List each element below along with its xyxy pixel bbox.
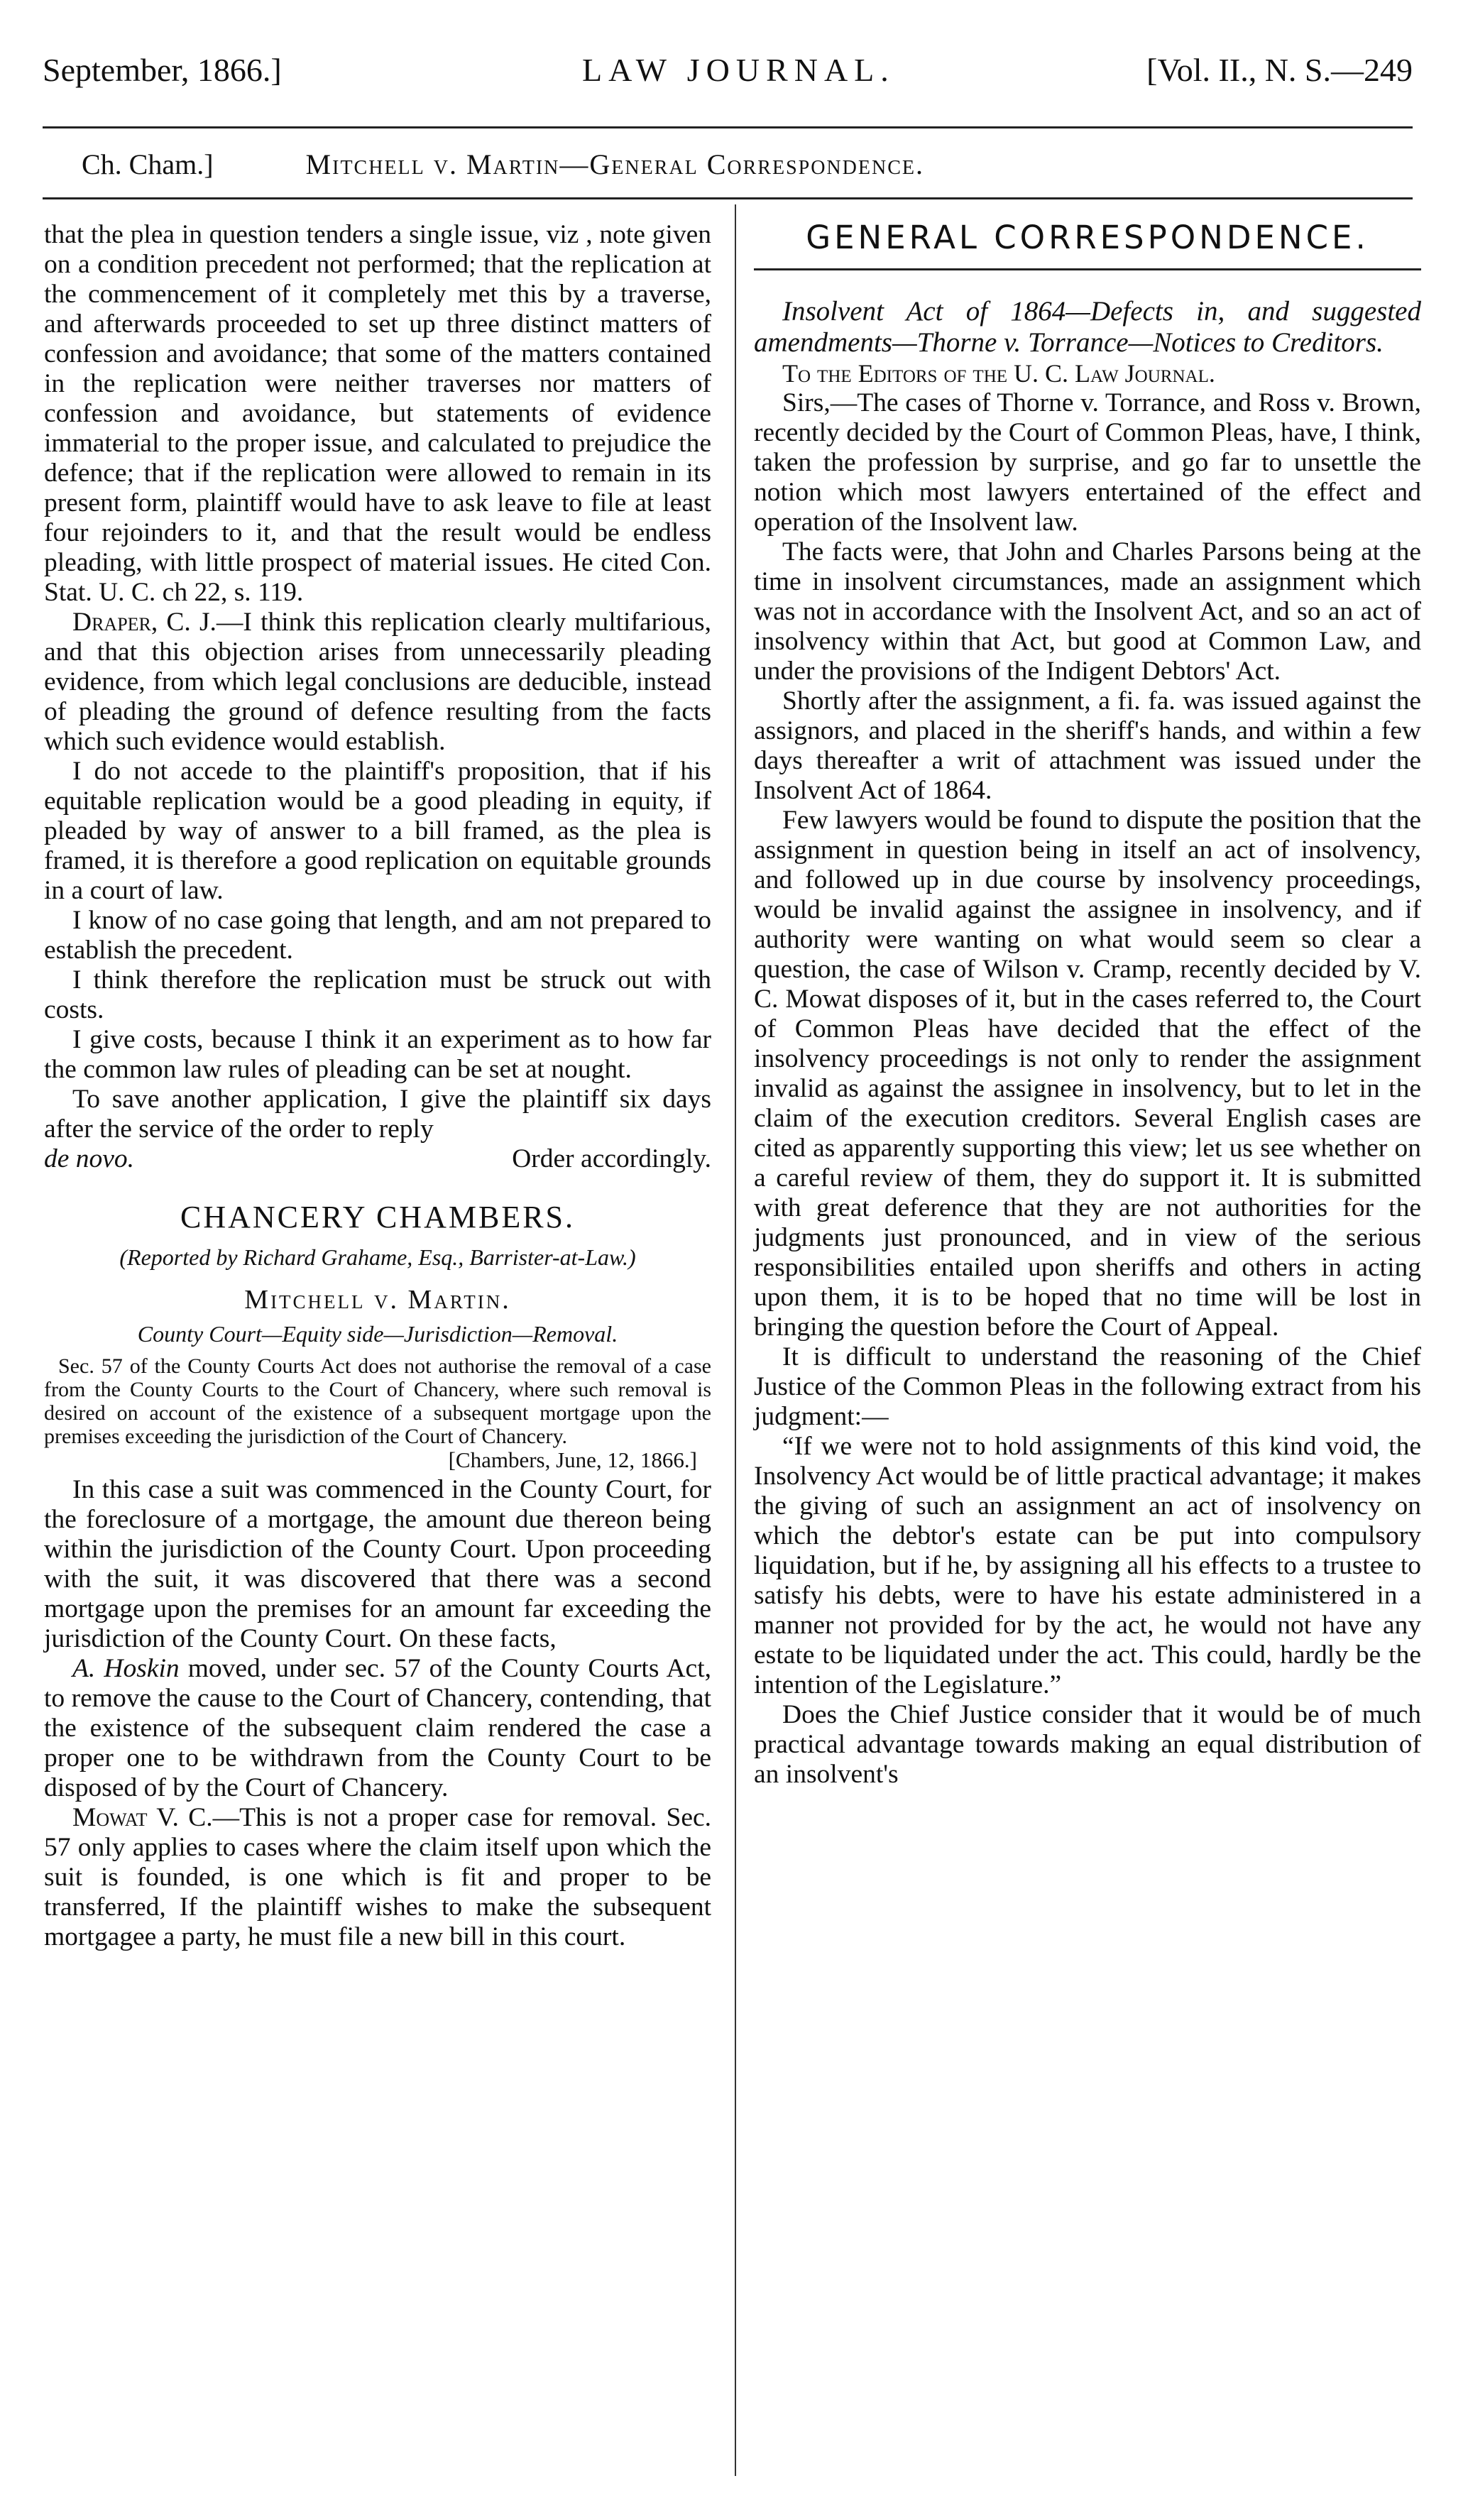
reporter-line: (Reported by Richard Grahame, Esq., Barrister-at-Law.) (119, 1244, 636, 1270)
case-title: Mitchell v. Martin. (244, 1285, 511, 1315)
paragraph-text: moved, under sec. 57 of the County Courts Act, to remove the cause to the Court of Chancery, contending, that the existence of the subsequent claim rendered the case a proper one to be withdrawn from the County Court to be disposed of by the Court of Chancery. (44, 1654, 711, 1802)
header-rule (43, 126, 1413, 128)
section-title: GENERAL CORRESPONDENCE. (806, 219, 1369, 256)
paragraph: I do not accede to the plaintiff's proposition, that if his equitable replication would be a good pleading in equity, if pleaded by way of answer to a bill framed, as the plea is framed, it is therefore a good replication on equitable grounds in a court of law. (44, 757, 711, 905)
counsel-name: A. Hoskin (72, 1654, 180, 1683)
running-head-right: Mitchell v. Martin—General Correspondence. (305, 148, 924, 180)
paragraph: Does the Chief Justice consider that it would be of much practical advantage towards making an equal distribution of an insolvent's (754, 1700, 1421, 1789)
section-rule (754, 268, 1421, 270)
paragraph-text: —This is not a proper case for removal. Sec. 57 only applies to cases where the claim itself upon which the suit is founded, is one which is fit and proper to be transferred, If the plaintiff wishes to make the subsequent mortgagee a party, he must file a new bill in this court. (44, 1803, 712, 1951)
paragraph: I think therefore the replication must be struck out with costs. (44, 965, 711, 1024)
judge-name: Mowat V. C. (72, 1803, 213, 1832)
letter-heading: Insolvent Act of 1864—Defects in, and suggested amendments—Thorne v. Torrance—Notices to Creditors. (754, 296, 1421, 358)
paragraph: In this case a suit was commenced in the County Court, for the foreclosure of a mortgage, the amount due thereon being within the jurisdiction of the County Court. Upon proceeding with the suit, it was discovered that there was a second mortgage upon the premises for an amount far exceeding the jurisdiction of the County Court. On these facts, (44, 1475, 711, 1653)
paragraph (44, 608, 711, 757)
order-line (44, 1144, 711, 1174)
paragraph: that the plea in question tenders a single issue, viz , note given on a condition precedent not performed; that the replication at the commencement of it completely met this by a traverse, and afterwards proceeded to set up three distinct matters of confession and avoidance; that some of the matters contained in the replication were neither traverses nor matters of confession and avoidance, but statements of evidence immaterial to the proper issue, and calculated to prejudice the defence; that if the replication were allowed to remain in its present form, plaintiff would have to ask leave to file at least four rejoinders to it, and that the result would be endless pleading, with little prospect of material issues. He cited Con. Stat. U. C. ch 22, s. 119. (44, 220, 711, 607)
paragraph: To save another application, I give the plaintiff six days after the service of the order to reply (44, 1085, 711, 1144)
paragraph: Few lawyers would be found to dispute the position that the assignment in question being in itself an act of insolvency, and followed up in due course by insolvency proceedings, would be invalid against the assignee in insolvency, and if authority were wanting on what would seem so clear a question, the case of Wilson v. Cramp, recently decided by V. C. Mowat disposes of it, but in the cases referred to, the Court of Common Pleas have decided that the effect of the insolvency proceedings is not only to render the assignment invalid as against the assignee in insolvency, but to let in the claim of the execution creditors. Several English cases are cited as apparently supporting this view; let us see whether on a careful review of them, they do support it. It is submitted with great deference that they are not authorities for the judgments just pronounced, and in view of the serious responsibilities entailed upon sheriffs and others in acting upon them, it is to be hoped that no time will be lost in bringing the question before the Court of Appeal. (754, 806, 1421, 1342)
left-column (44, 220, 711, 1952)
header-volume-page: [Vol. II., N. S.—249 (1146, 52, 1413, 88)
headnote: Sec. 57 of the County Courts Act does not authorise the removal of a case from the County Courts to the Court of Chancery, where such removal is desired on account of the existence of a subsequent mortgage upon the premises exceeding the jurisdiction of the Court of Chancery. (44, 1354, 711, 1448)
paragraph: I give costs, because I think it an experiment as to how far the common law rules of pleading can be set at nought. (44, 1025, 711, 1084)
running-head-left: Ch. Cham.] (82, 148, 214, 180)
letter-address: To the Editors of the U. C. Law Journal. (782, 359, 1215, 388)
italic-phrase: de novo. (44, 1144, 135, 1173)
paragraph: Sirs,—The cases of Thorne v. Torrance, and Ross v. Brown, recently decided by the Court of Common Pleas, have, I think, taken the profession by surprise, and go far to unsettle the notion which most lawyers entertained of the effect and operation of the Insolvent law. (754, 388, 1421, 537)
subheader-rule (43, 197, 1413, 199)
column-divider (735, 204, 736, 2476)
paragraph: Shortly after the assignment, a fi. fa. was issued against the assignors, and placed in the sheriff's hands, and within a few days thereafter a writ of attachment was issued under the Insolvent Act of 1864. (754, 686, 1421, 805)
case-subhead: County Court—Equity side—Jurisdiction—Removal. (137, 1321, 618, 1347)
running-head (82, 148, 1395, 181)
paragraph: I know of no case going that length, and am not prepared to establish the precedent. (44, 906, 711, 965)
paragraph-text: —I think this replication clearly multifarious, and that this objection arises from unnecessarily pleading evidence, from which legal conclusions are deducible, instead of pleading the ground of defence resulting from the facts which such evidence would establish. (44, 608, 711, 756)
header-journal-title: LAW JOURNAL. (582, 52, 895, 88)
judge-name: Draper, C. J. (72, 608, 217, 637)
paragraph (44, 1654, 711, 1803)
section-title: CHANCERY CHAMBERS. (180, 1200, 576, 1234)
paragraph (44, 1803, 711, 1952)
paragraph: It is difficult to understand the reasoning of the Chief Justice of the Common Pleas in the following extract from his judgment:— (754, 1342, 1421, 1431)
right-column (754, 220, 1421, 1790)
quotation: “If we were not to hold assignments of this kind void, the Insolvency Act would be of little practical advantage; it makes the giving of such an assignment an act of insolvency on which the debtor's estate can be put into compulsory liquidation, but if he, by assigning all his effects to a trustee to satisfy his debts, were to have his estate administered in a manner not provided for by the act, he would not have any estate to be liquidated under the act. This could, hardly be the intention of the Legislature.” (754, 1432, 1421, 1699)
order-text: Order accordingly. (512, 1144, 711, 1173)
headnote-date: [Chambers, June, 12, 1866.] (448, 1447, 697, 1472)
paragraph: The facts were, that John and Charles Parsons being at the time in insolvent circumstances, made an assignment which was not in accordance with the Insolvent Act, and so an act of insolvency within that Act, but good at Common Law, and under the provisions of the Indigent Debtors' Act. (754, 537, 1421, 686)
header-date: September, 1866.] (43, 52, 282, 88)
